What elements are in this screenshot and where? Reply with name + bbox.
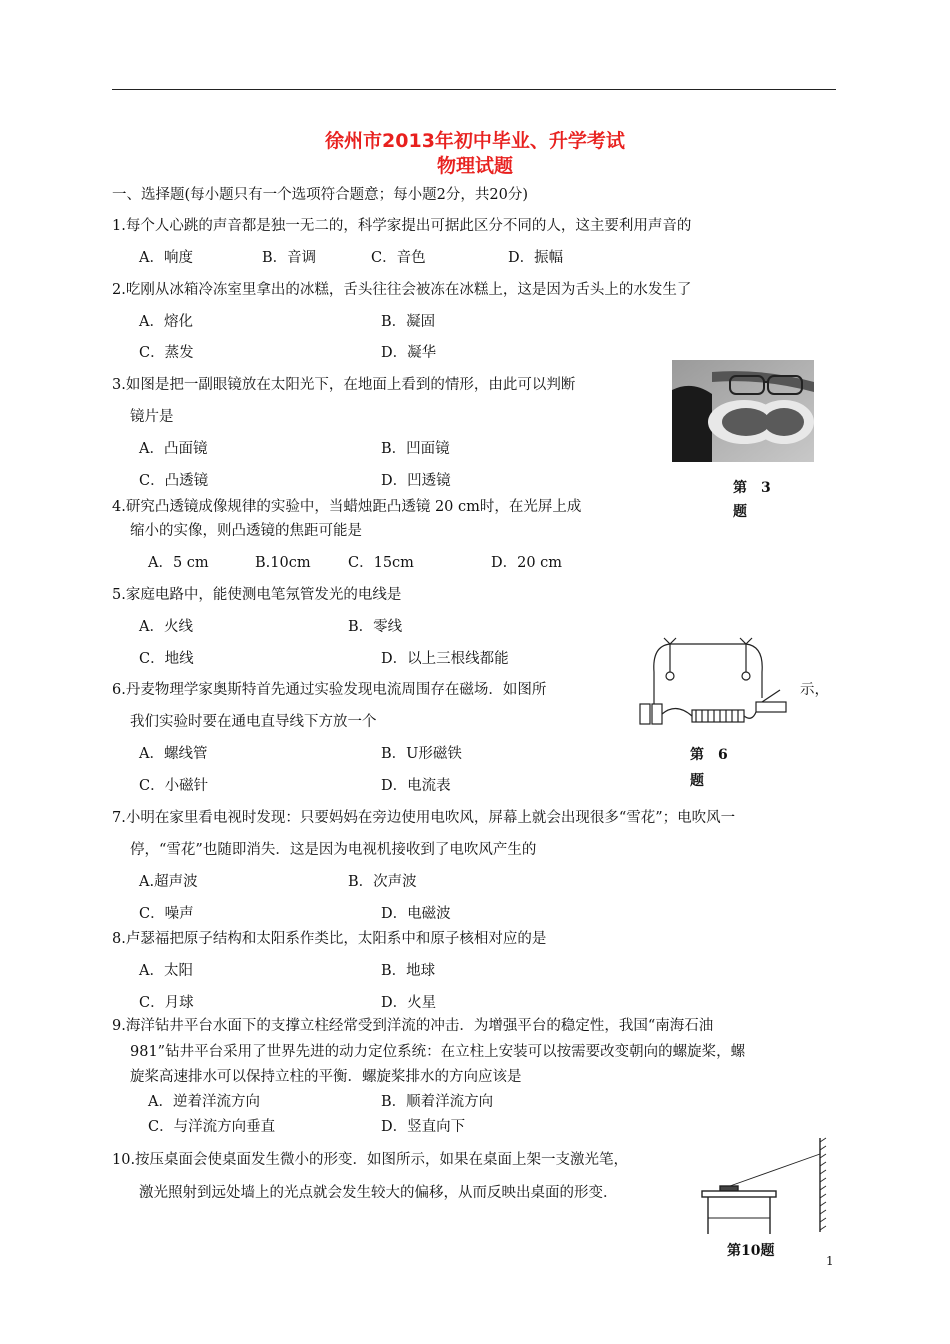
q8-option-b: B．地球 <box>381 963 436 979</box>
question-1-text: 1.每个人心跳的声音都是独一无二的，科学家提出可据此区分不同的人，这主要利用声音的 <box>112 218 692 234</box>
section-heading: 一、选择题(每小题只有一个选项符合题意；每小题2分，共20分) <box>112 187 528 203</box>
question-3-text: 3.如图是把一副眼镜放在太阳光下，在地面上看到的情形，由此可以判断 <box>112 377 576 393</box>
q3-option-c: C．凸透镜 <box>139 473 209 489</box>
q5-option-a: A．火线 <box>139 619 193 635</box>
q7-option-b: B．次声波 <box>348 874 417 890</box>
q5-option-b: B．零线 <box>348 619 403 635</box>
q8-option-d: D．火星 <box>381 995 437 1011</box>
q4-option-a: A．5 cm <box>148 555 209 571</box>
q2-option-d: D．凝华 <box>381 345 437 361</box>
q4-option-b: B.10cm <box>255 555 311 571</box>
question-5-text: 5.家庭电路中，能使测电笔氖管发光的电线是 <box>112 587 402 603</box>
figure-3-caption: 第 3 <box>733 480 771 496</box>
page-number: 1 <box>826 1254 834 1268</box>
q1-option-c: C．音色 <box>371 250 426 266</box>
q6-option-d: D．电流表 <box>381 778 451 794</box>
q3-option-a: A．凸面镜 <box>139 441 208 457</box>
figure-10-caption: 第10题 <box>727 1243 775 1259</box>
question-7-text-cont: 停，“雪花”也随即消失．这是因为电视机接收到了电吹风产生的 <box>130 842 537 858</box>
question-3-text-cont: 镜片是 <box>130 409 174 425</box>
page-subtitle: 物理试题 <box>436 155 513 177</box>
question-9-text-cont-1: 981”钻井平台采用了世界先进的动力定位系统：在立柱上安装可以按需要改变朝向的螺旋桨，螺 <box>130 1044 746 1060</box>
question-2-text: 2.吃刚从冰箱冷冻室里拿出的冰糕，舌头往往会被冻在冰糕上，这是因为舌头上的水发生了 <box>112 282 692 298</box>
q7-option-c: C．噪声 <box>139 906 194 922</box>
q6-option-c: C．小磁针 <box>139 778 209 794</box>
q3-option-b: B．凹面镜 <box>381 441 450 457</box>
q8-option-c: C．月球 <box>139 995 194 1011</box>
q1-option-d: D．振幅 <box>508 250 564 266</box>
figure-3-glasses-photo <box>672 360 814 462</box>
question-7-text: 7.小明在家里看电视时发现：只要妈妈在旁边使用电吹风，屏幕上就会出现很多“雪花”；电吹风一 <box>112 810 736 826</box>
q3-option-d: D．凹透镜 <box>381 473 451 489</box>
question-10-text: 10.按压桌面会使桌面发生微小的形变．如图所示，如果在桌面上架一支激光笔， <box>112 1152 629 1168</box>
q4-option-c: C．15cm <box>348 555 414 571</box>
figure-6-circuit-diagram <box>634 632 798 732</box>
q1-option-a: A．响度 <box>139 250 193 266</box>
q5-option-d: D．以上三根线都能 <box>381 651 509 667</box>
q1-option-b: B．音调 <box>262 250 317 266</box>
question-6-text-cont: 我们实验时要在通电直导线下方放一个 <box>130 714 377 730</box>
q2-option-b: B．凝固 <box>381 314 436 330</box>
q6-option-a: A．螺线管 <box>139 746 208 762</box>
q6-option-b: B．U形磁铁 <box>381 746 462 762</box>
question-10-text-cont: 激光照射到远处墙上的光点就会发生较大的偏移，从而反映出桌面的形变． <box>139 1185 618 1201</box>
q9-option-d: D．竖直向下 <box>381 1119 466 1135</box>
q5-option-c: C．地线 <box>139 651 194 667</box>
question-8-text: 8.卢瑟福把原子结构和太阳系作类比，太阳系中和原子核相对应的是 <box>112 931 547 947</box>
page-title: 徐州市2013年初中毕业、升学考试 <box>325 130 625 152</box>
q9-option-c: C．与洋流方向垂直 <box>148 1119 276 1135</box>
question-6-text-tail: 示， <box>800 682 829 698</box>
figure-6-caption-cont: 题 <box>690 773 704 789</box>
q2-option-c: C．蒸发 <box>139 345 194 361</box>
q8-option-a: A．太阳 <box>139 963 193 979</box>
top-rule <box>112 89 836 90</box>
question-4-text-cont: 缩小的实像，则凸透镜的焦距可能是 <box>130 523 362 539</box>
question-9-text: 9.海洋钻井平台水面下的支撑立柱经常受到洋流的冲击．为增强平台的稳定性，我国“南海石油 <box>112 1018 714 1034</box>
q4-option-d: D．20 cm <box>491 555 563 571</box>
question-9-text-cont-2: 旋桨高速排水可以保持立柱的平衡．螺旋桨排水的方向应该是 <box>130 1069 522 1085</box>
q9-option-a: A．逆着洋流方向 <box>148 1094 260 1110</box>
q9-option-b: B．顺着洋流方向 <box>381 1094 494 1110</box>
q7-option-d: D．电磁波 <box>381 906 451 922</box>
figure-6-caption: 第 6 <box>690 747 728 763</box>
figure-10-desk-laser-diagram <box>700 1136 830 1240</box>
q2-option-a: A．熔化 <box>139 314 193 330</box>
question-4-text: 4.研究凸透镜成像规律的实验中，当蜡烛距凸透镜 20 cm时，在光屏上成 <box>112 499 582 515</box>
figure-3-caption-cont: 题 <box>733 504 747 520</box>
q7-option-a: A.超声波 <box>139 874 198 890</box>
question-6-text: 6.丹麦物理学家奥斯特首先通过实验发现电流周围存在磁场．如图所 <box>112 682 547 698</box>
